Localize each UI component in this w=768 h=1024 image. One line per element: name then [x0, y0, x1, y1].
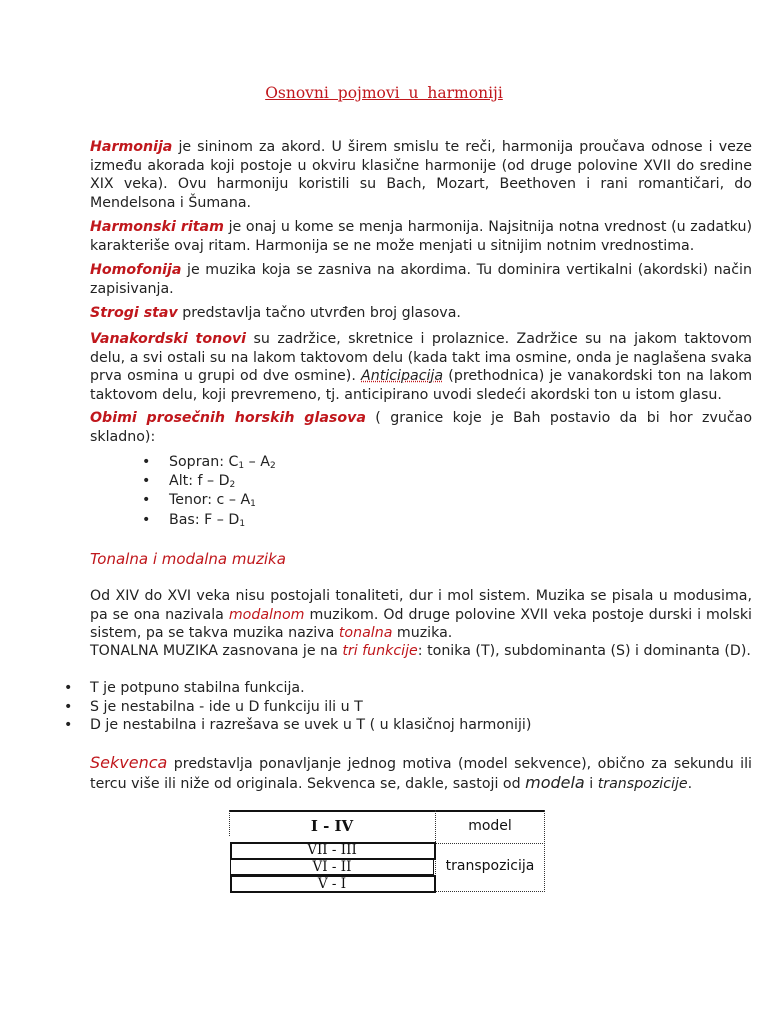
sequence-table	[229, 810, 545, 892]
model-chords: I - IV	[310, 817, 354, 835]
voice-range-list	[142, 453, 276, 530]
paragraph-vanakordski: Vanakordski tonovi su zadržice, skretnice i prolaznice. Zadržice su na jakom taktovom delu, a svi ostali su na lakom taktovom delu (kada takt ima osmine, onda je naglašena svaka prva osmina u grupi od dve osmine). Anticipacija (prethodnica) je vanakordski ton na lakom taktovom delu, koji prevremeno, tj. anticipirano uvodi sledeći akordski ton u istom glasu.	[90, 331, 753, 403]
paragraph-strogi-stav: Strogi stav predstavlja tačno utvrđen broj glasova.	[90, 305, 461, 321]
term-vanakordski: Vanakordski tonovi	[90, 331, 247, 347]
term-homofonija: Homofonija	[90, 262, 182, 278]
paragraph-harmonija: Harmonija je sininom za akord. U širem smislu te reči, harmonija proučava odnose i veze između akorada koji postoje u okviru klasične harmonije (od druge polovine XVII do sredine XIX veka). Ovu harmoniju koristili su Bach, Mozart, Beethoven i rani romantičari, do Mendelsona i Šumana.	[90, 139, 752, 211]
term-harmonija: Harmonija	[90, 139, 173, 155]
paragraph-sekvenca: Sekvenca predstavlja ponavljanje jednog motiva (model sekvence), obično za sekundu ili tercu više ili niže od originala. Sekvenca se, dakle, sastoji od modela i transpozicije.	[90, 753, 752, 792]
model-label: model	[468, 818, 512, 834]
transposition-row: VI - II	[312, 859, 352, 875]
list-item: • Sopran: $C_1 - A_2$	[142, 453, 276, 472]
transposition-row: VII - III	[307, 842, 357, 858]
paragraph-harmonski-ritam: Harmonski ritam je onaj u kome se menja harmonija. Najsitnija notna vrednost (u zadatku) karakteriše ovaj ritam. Harmonija se ne može menjati u sitnijim notnim vrednostima.	[90, 219, 752, 254]
list-item: • T je potpuno stabilna funkcija.	[64, 679, 531, 698]
transposition-row: V - I	[317, 876, 347, 892]
term-strogi-stav: Strogi stav	[90, 305, 178, 321]
paragraph-homofonija: Homofonija je muzika koja se zasniva na akordima. Tu dominira vertikalni (akordski) način zapisivanja.	[90, 262, 752, 297]
page-title: Osnovni pojmovi u harmoniji	[265, 84, 503, 102]
list-item: • Tenor: c – $A_1$	[142, 491, 276, 510]
paragraph-tonalna-modalna: Od XIV do XVI veka nisu postojali tonaliteti, dur i mol sistem. Muzika se pisala u modusima, pa se ona nazivala modalnom muzikom. Od druge polovine XVII veka postoje durski i molski sistem, pa se takva muzika naziva tonalna muzika.	[90, 588, 752, 642]
list-item: • D je nestabilna i razrešava se uvek u T ( u klasičnoj harmoniji)	[64, 716, 531, 735]
term-harmonski-ritam: Harmonski ritam	[90, 219, 224, 235]
list-item: • S je nestabilna - ide u D funkciju ili u T	[64, 698, 531, 717]
anticipacija-link: Anticipacija	[361, 368, 444, 385]
list-item: • Alt: f – $D_2$	[142, 472, 276, 491]
section-heading: Tonalna i modalna muzika	[90, 550, 286, 568]
transposition-label: transpozicija	[445, 858, 535, 874]
paragraph-tonalna-muzika: TONALNA MUZIKA zasnovana je na tri funkcije: tonika (T), subdominanta (S) i dominanta (D).	[90, 643, 751, 659]
paragraph-obimi: Obimi prosečnih horskih glasova ( granice koje je Bah postavio da bi hor zvučao skladno):	[90, 410, 753, 445]
term-sekvenca: Sekvenca	[90, 753, 168, 772]
term-obimi: Obimi prosečnih horskih glasova	[90, 410, 366, 426]
list-item: • Bas: F – $D_1$	[142, 511, 276, 530]
function-list	[64, 679, 531, 735]
